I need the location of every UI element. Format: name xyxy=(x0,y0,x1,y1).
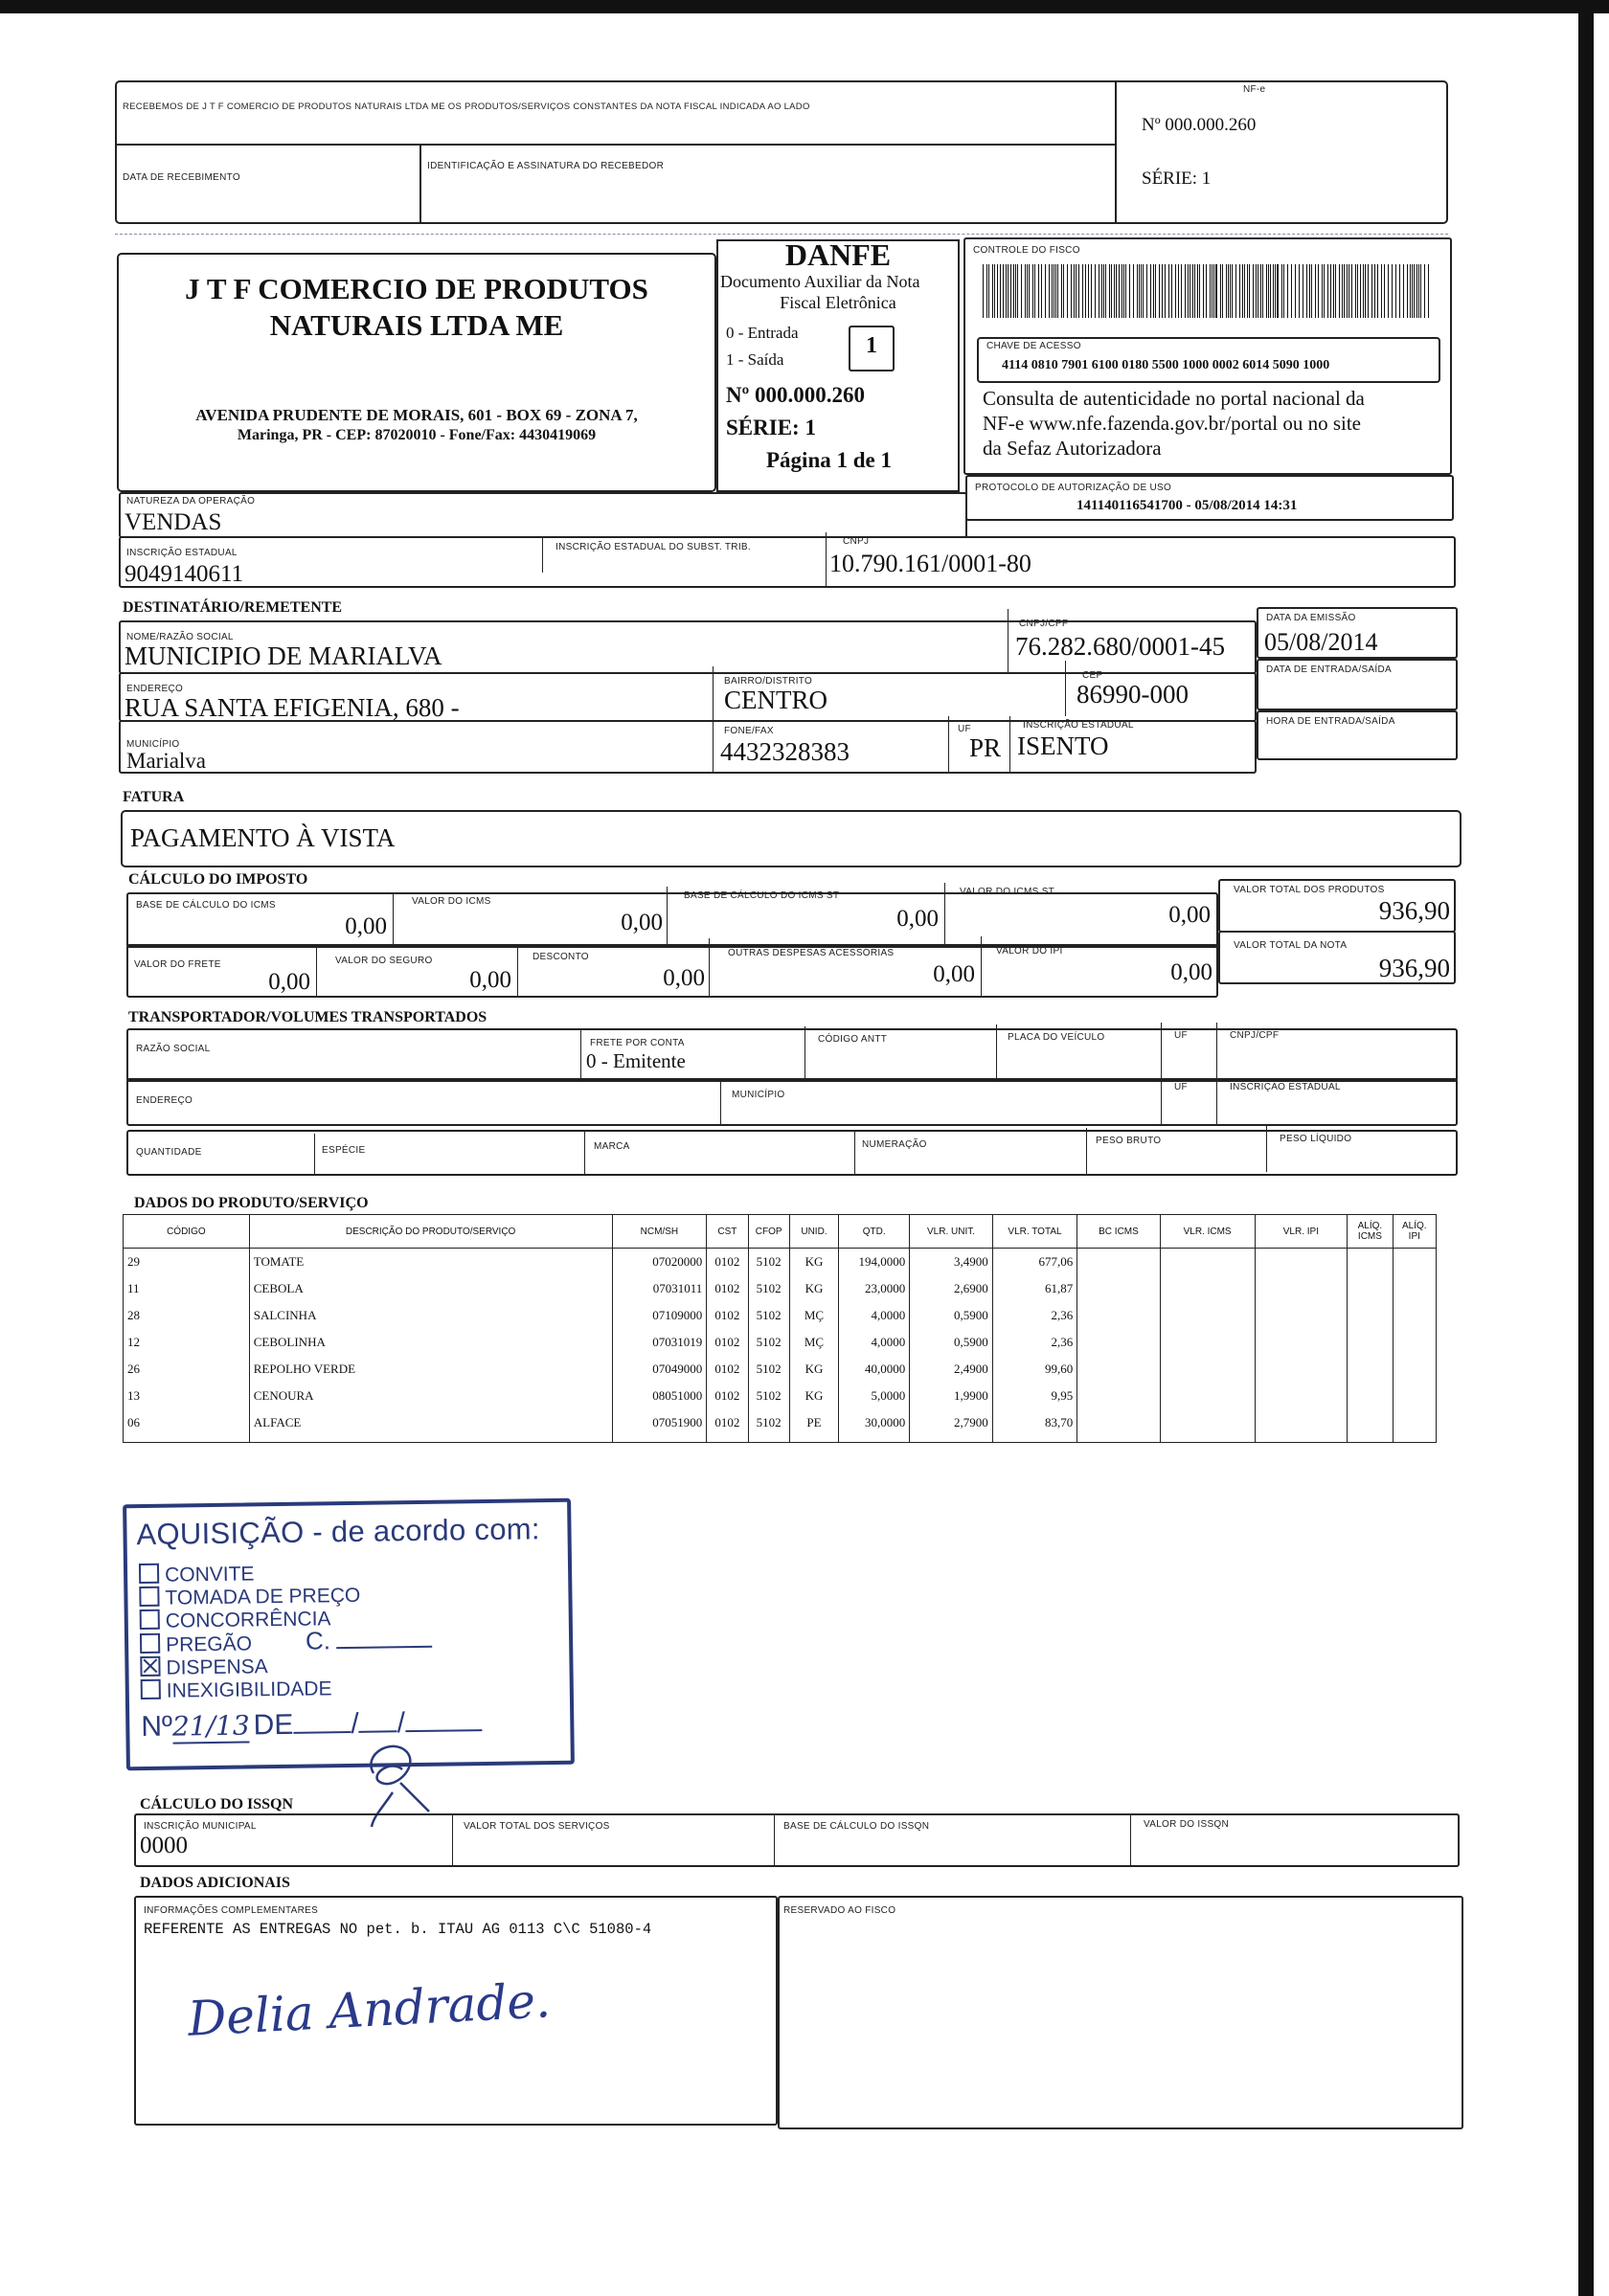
tr-div-11 xyxy=(854,1130,855,1176)
cell-unid: MÇ xyxy=(789,1329,838,1356)
receipt-ident-label: IDENTIFICAÇÃO E ASSINATURA DO RECEBEDOR xyxy=(427,161,665,171)
issqn-title: CÁLCULO DO ISSQN xyxy=(140,1796,294,1812)
dest-div-f xyxy=(1009,716,1010,774)
dest-cep: 86990-000 xyxy=(1076,680,1189,709)
dest-div-e xyxy=(948,716,949,774)
dest-bairro-label: BAIRRO/DISTRITO xyxy=(724,676,813,687)
transp-municipio-label: MUNICÍPIO xyxy=(732,1090,785,1100)
scan-edge-top xyxy=(0,0,1609,13)
scan-edge-right xyxy=(1578,13,1594,2296)
cell-descricao: CEBOLA xyxy=(249,1275,612,1302)
cell-empty xyxy=(1255,1383,1348,1409)
receipt-divider-v2 xyxy=(419,144,421,224)
dest-fone: 4432328383 xyxy=(720,737,850,766)
opt-concorrencia: CONCORRÊNCIA xyxy=(165,1608,331,1632)
cell-empty xyxy=(1077,1383,1160,1409)
imp-div-6 xyxy=(709,938,710,998)
tr-div-8 xyxy=(1216,1074,1217,1124)
dest-name: MUNICIPIO DE MARIALVA xyxy=(125,642,442,670)
cell-empty xyxy=(1077,1249,1160,1276)
cell-empty xyxy=(1160,1302,1255,1329)
cell-codigo: 11 xyxy=(124,1275,250,1302)
cell-empty xyxy=(1393,1409,1436,1436)
valor-st-label: VALOR DO ICMS ST xyxy=(960,887,1055,897)
dest-municipio: Marialva xyxy=(126,749,207,773)
stamp-de: DE xyxy=(253,1708,294,1742)
tr-div-2 xyxy=(804,1026,805,1082)
cell-ncm: 07049000 xyxy=(612,1356,707,1383)
cell-ncm: 07051900 xyxy=(612,1409,707,1436)
emitente-name-1: J T F COMERCIO DE PRODUTOS xyxy=(185,272,648,305)
transp-qtd-label: QUANTIDADE xyxy=(136,1147,202,1158)
cell-descricao: TOMATE xyxy=(249,1249,612,1276)
cell-vlr-unit: 1,9900 xyxy=(910,1383,992,1409)
dest-bairro: CENTRO xyxy=(724,686,827,714)
col-descricao: DESCRIÇÃO DO PRODUTO/SERVIÇO xyxy=(249,1215,612,1249)
imp-div-3 xyxy=(944,883,945,948)
cell-empty xyxy=(1348,1383,1393,1409)
table-row xyxy=(124,1356,1437,1383)
cell-empty xyxy=(1255,1329,1348,1356)
cell-qtd: 4,0000 xyxy=(839,1329,910,1356)
opt-tomada: TOMADA DE PREÇO xyxy=(165,1584,361,1609)
transporte-title: TRANSPORTADOR/VOLUMES TRANSPORTADOS xyxy=(128,1009,487,1025)
table-row xyxy=(124,1329,1437,1356)
cell-vlr-total: 2,36 xyxy=(992,1329,1077,1356)
total-nota-label: VALOR TOTAL DA NOTA xyxy=(1234,940,1348,951)
table-row xyxy=(124,1275,1437,1302)
consulta-line-3: da Sefaz Autorizadora xyxy=(983,437,1162,460)
tr-div-13 xyxy=(1266,1126,1267,1172)
cell-empty xyxy=(1393,1383,1436,1409)
emitente-city: Maringa, PR - CEP: 87020010 - Fone/Fax: 4430419069 xyxy=(237,427,597,443)
info-label: INFORMAÇÕES COMPLEMENTARES xyxy=(144,1905,319,1916)
cell-unid: MÇ xyxy=(789,1302,838,1329)
consulta-line-1: Consulta de autenticidade no portal nacional da xyxy=(983,387,1365,410)
cell-unid: PE xyxy=(789,1409,838,1436)
total-nota: 936,90 xyxy=(1378,954,1450,982)
transp-uf-label: UF xyxy=(1174,1030,1188,1041)
cell-empty xyxy=(1393,1302,1436,1329)
imp-div-2 xyxy=(667,887,668,948)
cell-cst: 0102 xyxy=(707,1356,748,1383)
dest-emissao: 05/08/2014 xyxy=(1264,628,1378,656)
dest-es-label: DATA DE ENTRADA/SAÍDA xyxy=(1266,664,1392,675)
dest-municipio-label: MUNICÍPIO xyxy=(126,739,180,750)
cell-cfop: 5102 xyxy=(748,1356,789,1383)
cell-empty xyxy=(1393,1356,1436,1383)
protocolo-label: PROTOCOLO DE AUTORIZAÇÃO DE USO xyxy=(975,483,1172,493)
col-aliq-icms: ALÍQ. ICMS xyxy=(1348,1215,1393,1249)
cell-cst: 0102 xyxy=(707,1409,748,1436)
tr-div-9 xyxy=(314,1134,315,1176)
col-vlr-icms: VLR. ICMS xyxy=(1160,1215,1255,1249)
cell-qtd: 30,0000 xyxy=(839,1409,910,1436)
imp-div-7 xyxy=(981,936,982,998)
cell-empty xyxy=(1077,1409,1160,1436)
fatura-text: PAGAMENTO À VISTA xyxy=(130,823,396,852)
cell-codigo: 26 xyxy=(124,1356,250,1383)
danfe-sub-1: Documento Auxiliar da Nota xyxy=(720,272,920,291)
destinatario-title: DESTINATÁRIO/REMETENTE xyxy=(123,599,343,616)
cell-cst: 0102 xyxy=(707,1249,748,1276)
dest-ie: ISENTO xyxy=(1017,732,1109,760)
cell-empty xyxy=(1348,1409,1393,1436)
stamp-numero: 21/13 xyxy=(171,1709,250,1743)
emitente-name-2: NATURAIS LTDA ME xyxy=(269,308,564,342)
ipi-label: VALOR DO IPI xyxy=(996,946,1063,957)
cell-empty xyxy=(1077,1275,1160,1302)
transp-placa-label: PLACA DO VEÍCULO xyxy=(1008,1032,1105,1043)
base-icms-label: BASE DE CÁLCULO DO ICMS xyxy=(136,900,276,911)
info-text: REFERENTE AS ENTREGAS NO pet. b. ITAU AG 0113 C\C 51080-4 xyxy=(144,1921,652,1938)
checkbox-pregao[interactable] xyxy=(140,1633,160,1654)
issqn-inscricao: 0000 xyxy=(140,1833,188,1858)
base-icms: 0,00 xyxy=(345,913,387,939)
stamp-c-label: C. xyxy=(305,1626,331,1655)
cell-empty xyxy=(1160,1329,1255,1356)
imp-div-1 xyxy=(393,892,394,948)
signature: Delia Andrade. xyxy=(186,1972,553,2047)
access-key: 4114 0810 7901 6100 0180 5500 1000 0002 6014 5090 1000 xyxy=(1002,358,1330,372)
frete: 0,00 xyxy=(268,969,310,995)
products-header-row xyxy=(124,1215,1437,1249)
products-table xyxy=(123,1214,1437,1443)
cell-empty xyxy=(1077,1356,1160,1383)
cell-empty xyxy=(1160,1409,1255,1436)
checkbox-concorrencia[interactable] xyxy=(140,1609,160,1630)
cell-empty xyxy=(1393,1249,1436,1276)
base-st-label: BASE DE CÁLCULO DO ICMS ST xyxy=(684,890,840,901)
cell-empty xyxy=(1393,1275,1436,1302)
danfe-number: Nº 000.000.260 xyxy=(726,383,865,407)
cell-cfop: 5102 xyxy=(748,1275,789,1302)
cell-vlr-total: 83,70 xyxy=(992,1409,1077,1436)
cell-descricao: SALCINHA xyxy=(249,1302,612,1329)
dest-uf-label: UF xyxy=(958,724,971,734)
cell-descricao: CEBOLINHA xyxy=(249,1329,612,1356)
transp-marca-label: MARCA xyxy=(594,1141,630,1152)
dest-address: RUA SANTA EFIGENIA, 680 - xyxy=(125,693,460,722)
ie: 9049140611 xyxy=(125,561,244,587)
total-prod-label: VALOR TOTAL DOS PRODUTOS xyxy=(1234,885,1385,895)
cell-cst: 0102 xyxy=(707,1329,748,1356)
barcode xyxy=(983,264,1433,318)
outras-label: OUTRAS DESPESAS ACESSÓRIAS xyxy=(728,948,895,958)
perforation-line xyxy=(115,234,1448,235)
dest-div-d xyxy=(713,716,714,774)
cell-vlr-unit: 2,7900 xyxy=(910,1409,992,1436)
base-st: 0,00 xyxy=(896,906,939,932)
transp-frete: 0 - Emitente xyxy=(586,1049,686,1072)
reservado-label: RESERVADO AO FISCO xyxy=(783,1905,896,1916)
cell-unid: KG xyxy=(789,1383,838,1409)
cell-qtd: 40,0000 xyxy=(839,1356,910,1383)
issqn-div-1 xyxy=(452,1813,453,1867)
transp-frete-label: FRETE POR CONTA xyxy=(590,1038,685,1048)
danfe-page: Página 1 de 1 xyxy=(766,448,892,472)
cell-empty xyxy=(1160,1249,1255,1276)
dest-ie-label: INSCRIÇÃO ESTADUAL xyxy=(1023,720,1134,731)
ie-label: INSCRIÇÃO ESTADUAL xyxy=(126,548,238,558)
cell-cst: 0102 xyxy=(707,1383,748,1409)
cell-empty xyxy=(1077,1329,1160,1356)
cell-ncm: 07109000 xyxy=(612,1302,707,1329)
dest-address-label: ENDEREÇO xyxy=(126,684,184,694)
fatura-title: FATURA xyxy=(123,789,185,805)
transp-endereco-label: ENDEREÇO xyxy=(136,1095,193,1106)
access-key-label: CHAVE DE ACESSO xyxy=(986,341,1081,351)
cell-codigo: 29 xyxy=(124,1249,250,1276)
opt-dispensa: DISPENSA xyxy=(166,1655,268,1679)
cell-cst: 0102 xyxy=(707,1275,748,1302)
receipt-nfe-label: NF-e xyxy=(1243,84,1266,95)
cell-codigo: 12 xyxy=(124,1329,250,1356)
cell-unid: KG xyxy=(789,1356,838,1383)
table-row xyxy=(124,1302,1437,1329)
transp-antt-label: CÓDIGO ANTT xyxy=(818,1034,888,1045)
desconto: 0,00 xyxy=(663,965,705,991)
cell-empty xyxy=(1255,1409,1348,1436)
opt-convite: CONVITE xyxy=(164,1563,255,1587)
issqn-div-3 xyxy=(1130,1813,1131,1867)
cell-empty xyxy=(1255,1356,1348,1383)
ipi: 0,00 xyxy=(1170,959,1212,985)
col-cfop: CFOP xyxy=(748,1215,789,1249)
consulta-line-2: NF-e www.nfe.fazenda.gov.br/portal ou no site xyxy=(983,412,1361,435)
cell-ncm: 07031019 xyxy=(612,1329,707,1356)
receipt-series: SÉRIE: 1 xyxy=(1142,169,1212,189)
cell-cfop: 5102 xyxy=(748,1383,789,1409)
checkbox-dispensa[interactable] xyxy=(140,1656,160,1677)
ie-divider-1 xyxy=(542,536,543,573)
dest-uf: PR xyxy=(969,733,1002,762)
col-cst: CST xyxy=(707,1215,748,1249)
tr-div-1 xyxy=(580,1028,581,1082)
cell-cfop: 5102 xyxy=(748,1302,789,1329)
cell-empty xyxy=(1255,1249,1348,1276)
col-vlr-unit: VLR. UNIT. xyxy=(910,1215,992,1249)
issqn-div-2 xyxy=(774,1813,775,1867)
emitente-cnpj: 10.790.161/0001-80 xyxy=(829,550,1031,577)
cell-qtd: 5,0000 xyxy=(839,1383,910,1409)
cell-empty xyxy=(1160,1383,1255,1409)
cell-descricao: CENOURA xyxy=(249,1383,612,1409)
col-unid: UNID. xyxy=(789,1215,838,1249)
transp-uf2-label: UF xyxy=(1174,1082,1188,1092)
protocolo: 141140116541700 - 05/08/2014 14:31 xyxy=(1076,498,1298,513)
cell-cfop: 5102 xyxy=(748,1409,789,1436)
dest-div-c xyxy=(1065,661,1066,716)
fisco-control-label: CONTROLE DO FISCO xyxy=(973,245,1080,256)
table-row xyxy=(124,1409,1437,1436)
valor-icms: 0,00 xyxy=(621,910,663,935)
stamp-numero-prefix: Nº xyxy=(141,1710,173,1744)
adicionais-title: DADOS ADICIONAIS xyxy=(140,1875,290,1891)
danfe-saida: 1 - Saída xyxy=(726,350,784,369)
transp-liquido-label: PESO LÍQUIDO xyxy=(1280,1134,1352,1144)
cell-cst: 0102 xyxy=(707,1302,748,1329)
cell-vlr-total: 99,60 xyxy=(992,1356,1077,1383)
cell-unid: KG xyxy=(789,1275,838,1302)
outras: 0,00 xyxy=(933,961,975,987)
receipt-date-label: DATA DE RECEBIMENTO xyxy=(123,172,240,183)
cell-ncm: 07020000 xyxy=(612,1249,707,1276)
cell-descricao: ALFACE xyxy=(249,1409,612,1436)
danfe-title: DANFE xyxy=(784,237,892,272)
tr-div-4 xyxy=(1161,1023,1162,1078)
dest-cep-label: CEP xyxy=(1082,670,1103,681)
tr-div-7 xyxy=(1161,1074,1162,1124)
cell-qtd: 194,0000 xyxy=(839,1249,910,1276)
dest-emissao-label: DATA DA EMISSÃO xyxy=(1266,613,1356,623)
table-row xyxy=(124,1383,1437,1409)
frete-label: VALOR DO FRETE xyxy=(134,959,221,970)
cell-descricao: REPOLHO VERDE xyxy=(249,1356,612,1383)
tr-div-3 xyxy=(996,1024,997,1080)
cell-cfop: 5102 xyxy=(748,1329,789,1356)
tr-div-5 xyxy=(1216,1023,1217,1078)
cell-vlr-unit: 0,5900 xyxy=(910,1329,992,1356)
cell-empty xyxy=(1348,1249,1393,1276)
cell-empty xyxy=(1160,1356,1255,1383)
receipt-divider-h xyxy=(115,144,1117,146)
dest-cnpj: 76.282.680/0001-45 xyxy=(1015,632,1225,661)
receipt-header: RECEBEMOS DE J T F COMERCIO DE PRODUTOS NATURAIS LTDA ME OS PRODUTOS/SERVIÇOS CONSTANTES DA NOTA FISCAL INDICADA AO LADO xyxy=(123,101,810,112)
dest-div-b xyxy=(713,666,714,722)
emitente-cnpj-label: CNPJ xyxy=(843,536,870,547)
col-vlr-ipi: VLR. IPI xyxy=(1255,1215,1348,1249)
reservado-box xyxy=(778,1896,1463,2129)
col-ncm: NCM/SH xyxy=(612,1215,707,1249)
issqn-servicos-label: VALOR TOTAL DOS SERVIÇOS xyxy=(464,1821,610,1832)
cell-empty xyxy=(1348,1302,1393,1329)
produtos-title: DADOS DO PRODUTO/SERVIÇO xyxy=(134,1195,369,1211)
danfe-entrada: 0 - Entrada xyxy=(726,324,799,342)
receipt-divider-v xyxy=(1115,80,1117,224)
checkbox-convite[interactable] xyxy=(139,1564,159,1584)
issqn-base-label: BASE DE CÁLCULO DO ISSQN xyxy=(783,1821,930,1832)
col-codigo: CÓDIGO xyxy=(124,1215,250,1249)
natureza-label: NATUREZA DA OPERAÇÃO xyxy=(126,496,256,506)
tr-div-12 xyxy=(1086,1128,1087,1174)
desconto-label: DESCONTO xyxy=(533,952,589,962)
valor-st: 0,00 xyxy=(1168,902,1211,928)
iest-label: INSCRIÇÃO ESTADUAL DO SUBST. TRIB. xyxy=(555,542,751,552)
issqn-valor-label: VALOR DO ISSQN xyxy=(1144,1819,1230,1830)
stamp-title: AQUISIÇÃO - de acordo com: xyxy=(136,1512,541,1552)
col-aliq-ipi: ALÍQ. IPI xyxy=(1393,1215,1436,1249)
cell-qtd: 23,0000 xyxy=(839,1275,910,1302)
natureza: VENDAS xyxy=(125,509,222,535)
cell-empty xyxy=(1255,1275,1348,1302)
checkbox-inexigibilidade[interactable] xyxy=(141,1679,161,1699)
cell-empty xyxy=(1160,1275,1255,1302)
cell-codigo: 28 xyxy=(124,1302,250,1329)
cell-vlr-total: 61,87 xyxy=(992,1275,1077,1302)
transp-ie-label: INSCRIÇÃO ESTADUAL xyxy=(1230,1082,1341,1092)
seguro-label: VALOR DO SEGURO xyxy=(335,956,433,966)
transp-bruto-label: PESO BRUTO xyxy=(1096,1136,1162,1146)
tr-div-6 xyxy=(720,1078,721,1126)
cell-empty xyxy=(1255,1302,1348,1329)
cell-ncm: 07031011 xyxy=(612,1275,707,1302)
cell-codigo: 06 xyxy=(124,1409,250,1436)
issqn-inscricao-label: INSCRIÇÃO MUNICIPAL xyxy=(144,1821,257,1832)
dest-cnpj-label: CNPJ/CPF xyxy=(1019,619,1069,629)
opt-pregao: PREGÃO xyxy=(165,1632,253,1656)
aquisicao-stamp: AQUISIÇÃO - de acordo com: CONVITE TOMADA DE PREÇO CONCORRÊNCIA PREGÃO C. DISPENSA INEXIGIBILIDADE Nº21/13 DE / / xyxy=(123,1498,575,1771)
col-qtd: QTD. xyxy=(839,1215,910,1249)
cell-vlr-total: 2,36 xyxy=(992,1302,1077,1329)
cell-empty xyxy=(1393,1329,1436,1356)
col-bc-icms: BC ICMS xyxy=(1077,1215,1160,1249)
transp-cnpj-label: CNPJ/CPF xyxy=(1230,1030,1280,1041)
danfe-type: 1 xyxy=(866,333,877,358)
dest-name-label: NOME/RAZÃO SOCIAL xyxy=(126,632,234,642)
transp-especie-label: ESPÉCIE xyxy=(322,1145,366,1156)
cell-vlr-total: 9,95 xyxy=(992,1383,1077,1409)
cell-vlr-unit: 0,5900 xyxy=(910,1302,992,1329)
cell-vlr-unit: 2,4900 xyxy=(910,1356,992,1383)
dest-hora-label: HORA DE ENTRADA/SAÍDA xyxy=(1266,716,1395,727)
checkbox-tomada[interactable] xyxy=(139,1587,159,1607)
cell-ncm: 08051000 xyxy=(612,1383,707,1409)
cell-empty xyxy=(1348,1356,1393,1383)
cell-vlr-total: 677,06 xyxy=(992,1249,1077,1276)
receipt-number: Nº 000.000.260 xyxy=(1142,115,1257,135)
transp-razao-label: RAZÃO SOCIAL xyxy=(136,1044,211,1054)
imp-div-4 xyxy=(316,944,317,998)
col-vlr-total: VLR. TOTAL xyxy=(992,1215,1077,1249)
seguro: 0,00 xyxy=(469,967,511,993)
cell-empty xyxy=(1077,1302,1160,1329)
danfe-sub-2: Fiscal Eletrônica xyxy=(780,293,896,312)
imposto-title: CÁLCULO DO IMPOSTO xyxy=(128,871,308,888)
table-row xyxy=(124,1249,1437,1276)
emitente-address: AVENIDA PRUDENTE DE MORAIS, 601 - BOX 69 - ZONA 7, xyxy=(195,406,638,424)
total-prod: 936,90 xyxy=(1378,896,1450,925)
table-filler-row xyxy=(124,1436,1437,1443)
cell-codigo: 13 xyxy=(124,1383,250,1409)
cell-cfop: 5102 xyxy=(748,1249,789,1276)
cell-unid: KG xyxy=(789,1249,838,1276)
cell-vlr-unit: 2,6900 xyxy=(910,1275,992,1302)
cell-empty xyxy=(1348,1329,1393,1356)
opt-inexigibilidade: INEXIGIBILIDADE xyxy=(166,1677,332,1702)
danfe-series: SÉRIE: 1 xyxy=(726,416,816,439)
valor-icms-label: VALOR DO ICMS xyxy=(412,896,491,907)
dest-fone-label: FONE/FAX xyxy=(724,726,774,736)
transp-numeracao-label: NUMERAÇÃO xyxy=(862,1139,927,1150)
tr-div-10 xyxy=(584,1132,585,1176)
cell-empty xyxy=(1348,1275,1393,1302)
ie-divider-2 xyxy=(826,532,827,586)
cell-qtd: 4,0000 xyxy=(839,1302,910,1329)
ie-row-box xyxy=(119,536,1456,588)
imp-div-5 xyxy=(517,944,518,998)
cell-vlr-unit: 3,4900 xyxy=(910,1249,992,1276)
